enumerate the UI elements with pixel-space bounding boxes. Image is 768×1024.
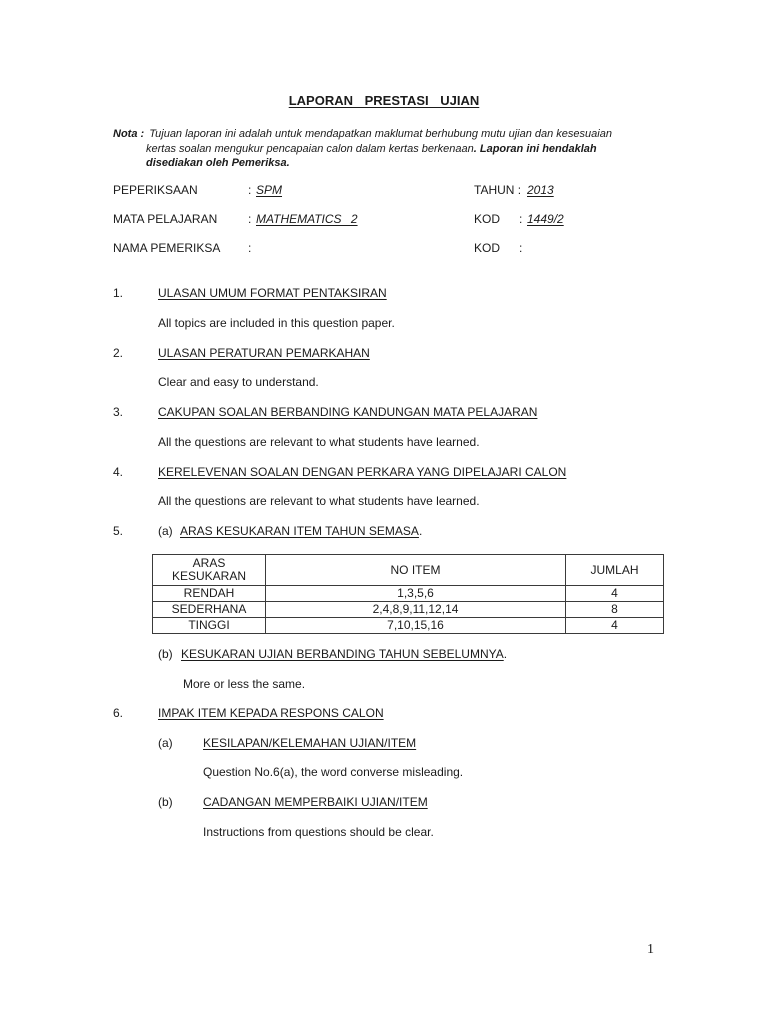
field-value-kod: 1449/2 [527,212,564,226]
section-heading: ULASAN UMUM FORMAT PENTAKSIRAN [158,286,387,300]
page-number: 1 [647,942,654,957]
field-value-tahun: 2013 [527,183,554,197]
section-number: 6. [113,706,124,720]
subsection-heading: KESILAPAN/KELEMAHAN UJIAN/ITEM [203,736,417,750]
subsection-heading: CADANGAN MEMPERBAIKI UJIAN/ITEM [203,795,428,809]
section-number: 1. [113,286,124,300]
field-separator: : [248,241,252,255]
page-title: LAPORAN PRESTASI UJIAN [288,93,480,108]
section-comment: All topics are included in this question paper. [158,316,395,330]
nota-text-2: kertas soalan mengukur pencapaian calon dalam kertas berkenaan [146,143,474,155]
table-header-items: NO ITEM [266,555,566,586]
section-heading: ULASAN PERATURAN PEMARKAHAN [158,346,370,360]
table-header-row [153,555,664,586]
subsection-heading: ARAS KESUKARAN ITEM TAHUN SEMASA [180,524,419,538]
nota-line-3: disediakan oleh Pemeriksa. [146,157,290,169]
difficulty-table [152,554,664,634]
nota-line-2 [146,142,597,156]
field-separator: : [519,241,523,255]
table-cell-level: TINGGI [153,618,266,634]
section-number: 5. [113,524,124,538]
section-heading: CAKUPAN SOALAN BERBANDING KANDUNGAN MATA PELAJARAN [158,405,538,419]
table-header-level [153,555,266,586]
table-header-level-line-2: KESUKARAN [171,569,247,583]
field-separator: : [248,183,252,197]
subsection-label: (a) [158,524,173,538]
section-number: 4. [113,465,124,479]
nota-emphasis: . Laporan ini hendaklah [473,143,597,155]
nota-line-1 [113,127,612,141]
table-row [153,618,664,634]
subsection-comment: More or less the same. [183,677,306,691]
subsection-label: (b) [158,795,173,809]
table-cell-items: 7,10,15,16 [266,618,566,634]
section-comment: All the questions are relevant to what students have learned. [158,494,480,508]
table-row [153,602,664,618]
nota-text-1: Tujuan laporan ini adalah untuk mendapatkan maklumat berhubung mutu ujian dan kesesuaian [149,128,612,140]
field-value-mata-pelajaran: MATHEMATICS 2 [256,212,358,226]
table-cell-total: 4 [566,618,664,634]
field-label-kod: KOD [474,212,501,226]
table-row [153,586,664,602]
subsection-label: (a) [158,736,173,750]
heading-suffix: . [418,524,423,538]
table-header-total: JUMLAH [566,555,664,586]
field-label-kod-pemeriksa: KOD [474,241,501,255]
table-cell-total: 8 [566,602,664,618]
subsection-comment: Question No.6(a), the word converse misleading. [203,765,464,779]
section-heading: IMPAK ITEM KEPADA RESPONS CALON [158,706,384,720]
subsection-heading-line [181,647,507,661]
table-cell-items: 2,4,8,9,11,12,14 [266,602,566,618]
table-cell-items: 1,3,5,6 [266,586,566,602]
field-label-nama-pemeriksa: NAMA PEMERIKSA [113,241,221,255]
section-number: 2. [113,346,124,360]
section-comment: Clear and easy to understand. [158,375,319,389]
table-header-level-line-1: ARAS [192,556,226,570]
heading-suffix: . [503,647,508,661]
field-label-mata-pelajaran: MATA PELAJARAN [113,212,218,226]
table-cell-total: 4 [566,586,664,602]
field-label-tahun: TAHUN : [474,183,522,197]
subsection-label: (b) [158,647,173,661]
field-separator: : [248,212,252,226]
subsection-heading-line [180,524,422,538]
section-comment: All the questions are relevant to what students have learned. [158,435,480,449]
nota-label: Nota : [113,128,145,140]
table-cell-level: SEDERHANA [153,602,266,618]
field-label-peperiksaan: PEPERIKSAAN [113,183,198,197]
field-separator: : [519,212,523,226]
field-value-peperiksaan: SPM [256,183,283,197]
table-cell-level: RENDAH [153,586,266,602]
section-heading: KERELEVENAN SOALAN DENGAN PERKARA YANG DIPELAJARI CALON [158,465,567,479]
section-number: 3. [113,405,124,419]
subsection-comment: Instructions from questions should be clear. [203,825,434,839]
subsection-heading: KESUKARAN UJIAN BERBANDING TAHUN SEBELUMNYA [181,647,504,661]
